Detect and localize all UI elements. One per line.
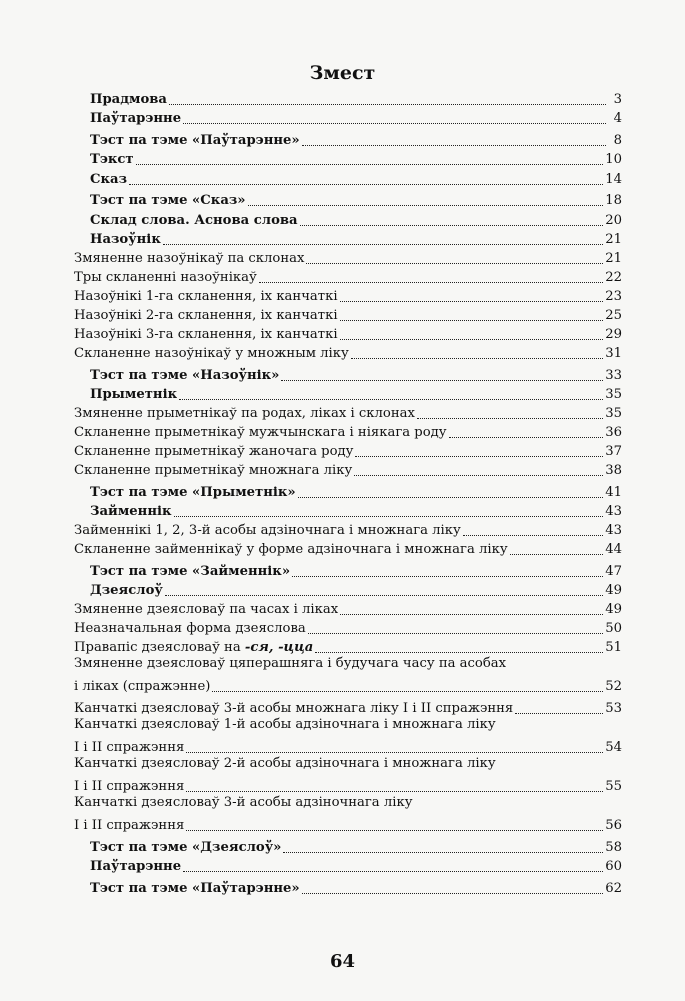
toc-entry[interactable] bbox=[74, 501, 622, 521]
toc-page-number: 51 bbox=[605, 640, 622, 655]
toc-page-number: 35 bbox=[605, 387, 622, 402]
leader-dots bbox=[169, 103, 606, 105]
toc-page-number: 62 bbox=[605, 880, 622, 896]
toc-entry-multiline[interactable] bbox=[74, 656, 622, 695]
leader-dots bbox=[186, 790, 603, 792]
leader-dots bbox=[174, 515, 604, 517]
toc-entry-text: і ліках (спражэнне) bbox=[74, 679, 211, 694]
toc-page-number: 4 bbox=[613, 111, 622, 126]
leader-dots bbox=[186, 829, 603, 831]
toc-entry-text: Скланенне прыметнікаў множнага ліку bbox=[74, 463, 353, 478]
toc-entry-first-line: Канчаткі дзеясловаў 2-й асобы адзіночнага і множнага ліку bbox=[74, 756, 496, 771]
toc-page-number: 31 bbox=[605, 346, 622, 361]
toc-entry[interactable] bbox=[74, 248, 622, 267]
toc-entry[interactable] bbox=[74, 324, 622, 343]
spelling-suffixes: -ся, -цца bbox=[244, 640, 314, 655]
toc-entry-text bbox=[74, 640, 313, 656]
toc-entry-text: Назоўнікі 3-га скланення, іх канчаткі bbox=[74, 327, 338, 342]
toc-entry[interactable] bbox=[74, 520, 622, 539]
toc-page-number: 10 bbox=[605, 152, 622, 167]
toc-entry[interactable] bbox=[74, 580, 622, 600]
toc-block-multiline bbox=[74, 656, 622, 834]
toc-entry[interactable] bbox=[74, 108, 622, 128]
toc-entry-text: Тэст па тэме «Паўтарэнне» bbox=[90, 880, 300, 896]
toc-entry-multiline[interactable] bbox=[74, 756, 622, 795]
page-title: Змест bbox=[309, 62, 376, 84]
toc-entry[interactable] bbox=[74, 460, 622, 479]
toc-page-number: 29 bbox=[605, 327, 622, 342]
leader-dots bbox=[308, 632, 603, 634]
toc-entry-text: Паўтарэнне bbox=[90, 859, 182, 874]
page-number: 64 bbox=[329, 951, 356, 972]
toc-entry-text: Тэст па тэме «Дзеяслоў» bbox=[90, 839, 282, 855]
toc-entry-text: Скланенне назоўнікаў у множным ліку bbox=[74, 346, 349, 361]
leader-dots bbox=[340, 613, 603, 615]
toc-entry[interactable] bbox=[74, 229, 622, 249]
toc-page-number: 3 bbox=[613, 91, 622, 107]
toc-page-number: 44 bbox=[605, 542, 622, 557]
toc-entry-first-line: Канчаткі дзеясловаў 1-й асобы адзіночнага і множнага ліку bbox=[74, 717, 496, 732]
toc-entry[interactable] bbox=[74, 362, 622, 384]
toc-entry-last-line bbox=[74, 812, 622, 834]
toc-page-number: 58 bbox=[605, 839, 622, 855]
toc-entry[interactable] bbox=[74, 558, 622, 580]
toc-entry[interactable] bbox=[74, 599, 622, 618]
toc-page-number: 52 bbox=[605, 679, 622, 694]
toc-page-number: 37 bbox=[605, 444, 622, 459]
toc-entry[interactable] bbox=[74, 834, 622, 856]
toc-entry[interactable] bbox=[74, 875, 622, 897]
toc-entry[interactable] bbox=[74, 479, 622, 501]
toc-entry[interactable] bbox=[74, 286, 622, 305]
leader-dots bbox=[298, 496, 604, 498]
leader-dots bbox=[129, 183, 603, 185]
toc-entry-text: Назоўнікі 2-га скланення, іх канчаткі bbox=[74, 308, 338, 323]
leader-dots bbox=[283, 851, 603, 853]
toc-page-number: 23 bbox=[605, 289, 622, 304]
leader-dots bbox=[515, 712, 603, 714]
toc-entry-text: I і II спражэння bbox=[74, 779, 185, 794]
toc-entry[interactable] bbox=[74, 209, 622, 229]
toc-page-number: 21 bbox=[605, 232, 622, 247]
leader-dots bbox=[186, 751, 603, 753]
toc-entry[interactable] bbox=[74, 539, 622, 558]
toc-entry-first-line: Змяненне дзеясловаў цяперашняга і будучага часу па асобах bbox=[74, 656, 507, 671]
toc-entry-text: Займеннікі 1, 2, 3-й асобы адзіночнага і множнага ліку bbox=[74, 523, 461, 538]
leader-dots bbox=[165, 594, 603, 596]
toc-entry-text: Сказ bbox=[90, 171, 127, 187]
toc-entry-text: Скланенне прыметнікаў мужчынскага і ніякага роду bbox=[74, 425, 447, 440]
toc-entry[interactable] bbox=[74, 127, 622, 149]
leader-dots bbox=[300, 224, 604, 226]
leader-dots bbox=[354, 474, 603, 476]
leader-dots bbox=[163, 243, 603, 245]
toc-entry-text: Назоўнікі 1-га скланення, іх канчаткі bbox=[74, 289, 338, 304]
toc-page-number: 36 bbox=[605, 425, 622, 440]
leader-dots bbox=[248, 204, 604, 206]
toc-entry-text: Паўтарэнне bbox=[90, 111, 182, 126]
toc-page-number: 56 bbox=[605, 818, 622, 833]
toc-page-number: 35 bbox=[605, 406, 622, 421]
toc-page-number: 14 bbox=[605, 171, 622, 187]
toc-page-number: 20 bbox=[605, 212, 622, 228]
toc-entry[interactable] bbox=[74, 88, 622, 108]
leader-dots bbox=[449, 436, 604, 438]
toc-entry-text: Змяненне дзеясловаў па часах і ліках bbox=[74, 602, 339, 617]
toc-entry[interactable] bbox=[74, 343, 622, 362]
toc-entry-text: Прадмова bbox=[90, 91, 167, 107]
leader-dots bbox=[315, 651, 603, 653]
toc-entry[interactable] bbox=[74, 618, 622, 637]
toc-page-number: 43 bbox=[605, 504, 622, 519]
toc-entry-text: Канчаткі дзеясловаў 3-й асобы множнага ліку I і II спражэння bbox=[74, 701, 514, 716]
toc-entry-last-line bbox=[74, 673, 622, 695]
toc-entry-text: Змяненне прыметнікаў па родах, ліках і склонах bbox=[74, 406, 415, 421]
leader-dots bbox=[292, 575, 603, 577]
toc-entry[interactable] bbox=[74, 422, 622, 441]
toc-entry-text: Скланенне прыметнікаў жаночага роду bbox=[74, 444, 354, 459]
toc-entry-text: Займеннік bbox=[90, 504, 172, 519]
toc-block-tail bbox=[74, 834, 622, 897]
toc-entry-text: Прыметнік bbox=[90, 387, 178, 402]
leader-dots bbox=[179, 398, 603, 400]
toc-entry[interactable] bbox=[74, 403, 622, 422]
toc-entry[interactable] bbox=[74, 188, 622, 210]
toc-entry-text: Неазначальная форма дзеяслова bbox=[74, 621, 306, 636]
toc-entry[interactable] bbox=[74, 305, 622, 324]
leader-dots bbox=[136, 163, 604, 165]
toc-page-number: 43 bbox=[605, 523, 622, 538]
toc-page-number: 8 bbox=[613, 132, 622, 148]
toc-entry-text: Тэст па тэме «Назоўнік» bbox=[90, 367, 280, 383]
leader-dots bbox=[355, 455, 603, 457]
toc-entry[interactable] bbox=[74, 149, 622, 169]
toc-entry-multiline[interactable] bbox=[74, 795, 622, 834]
toc-entry[interactable] bbox=[74, 441, 622, 460]
leader-dots bbox=[463, 534, 603, 536]
toc-entry-text: Скланенне займеннікаў у форме адзіночнага і множнага ліку bbox=[74, 542, 508, 557]
toc-page-number: 49 bbox=[605, 583, 622, 598]
toc-entry[interactable] bbox=[74, 168, 622, 188]
leader-dots bbox=[340, 338, 604, 340]
toc-entry-text: Тэкст bbox=[90, 152, 134, 167]
toc-entry-spelling[interactable] bbox=[74, 637, 622, 656]
leader-dots bbox=[340, 319, 604, 321]
toc-page-number: 55 bbox=[605, 779, 622, 794]
toc-entry-multiline[interactable] bbox=[74, 717, 622, 756]
toc-entry-multiline[interactable] bbox=[74, 695, 622, 717]
toc-entry-text: Назоўнік bbox=[90, 232, 161, 247]
leader-dots bbox=[340, 300, 604, 302]
toc-entry-text: Тэст па тэме «Сказ» bbox=[90, 193, 246, 208]
leader-dots bbox=[281, 379, 603, 381]
table-of-contents bbox=[74, 88, 622, 897]
leader-dots bbox=[183, 870, 603, 872]
leader-dots bbox=[351, 357, 603, 359]
toc-page-number: 25 bbox=[605, 308, 622, 323]
toc-entry-text: I і II спражэння bbox=[74, 818, 185, 833]
toc-entry-text: Тэст па тэме «Прыметнік» bbox=[90, 484, 296, 500]
toc-entry-text: Тэст па тэме «Паўтарэнне» bbox=[90, 132, 300, 148]
toc-page-number: 22 bbox=[605, 270, 622, 285]
toc-page-number: 54 bbox=[605, 740, 622, 755]
toc-entry[interactable] bbox=[74, 384, 622, 404]
toc-page-number: 49 bbox=[605, 602, 622, 617]
toc-entry-last-line bbox=[74, 773, 622, 795]
leader-dots bbox=[306, 262, 603, 264]
toc-entry-text: Склад слова. Аснова слова bbox=[90, 212, 298, 228]
toc-page-number: 21 bbox=[605, 251, 622, 266]
leader-dots bbox=[212, 690, 603, 692]
toc-entry-first-line: Канчаткі дзеясловаў 3-й асобы адзіночнага ліку bbox=[74, 795, 413, 810]
toc-page-number: 33 bbox=[605, 367, 622, 383]
toc-entry-text: Змяненне назоўнікаў па склонах bbox=[74, 251, 305, 266]
toc-page-number: 53 bbox=[605, 701, 622, 716]
toc-entry-last-line bbox=[74, 695, 622, 717]
leader-dots bbox=[417, 417, 603, 419]
toc-entry-text: Тэст па тэме «Займеннік» bbox=[90, 563, 291, 579]
toc-entry-text: Тры скланенні назоўнікаў bbox=[74, 270, 257, 285]
leader-dots bbox=[302, 144, 606, 146]
leader-dots bbox=[510, 553, 604, 555]
toc-block-main bbox=[74, 88, 622, 637]
toc-page-number: 38 bbox=[605, 463, 622, 478]
toc-page-number: 47 bbox=[605, 563, 622, 579]
toc-entry[interactable] bbox=[74, 856, 622, 876]
leader-dots bbox=[183, 122, 606, 124]
toc-page-number: 50 bbox=[605, 621, 622, 636]
toc-entry-text: I і II спражэння bbox=[74, 740, 185, 755]
toc-page-number: 18 bbox=[605, 193, 622, 208]
leader-dots bbox=[302, 892, 604, 894]
toc-entry-text: Дзеяслоў bbox=[90, 583, 163, 598]
spelling-prefix: Правапіс дзеясловаў на bbox=[74, 640, 245, 655]
toc-entry-last-line bbox=[74, 734, 622, 756]
toc-page-number: 41 bbox=[605, 484, 622, 500]
toc-entry[interactable] bbox=[74, 267, 622, 286]
leader-dots bbox=[259, 281, 603, 283]
toc-page-number: 60 bbox=[605, 859, 622, 874]
